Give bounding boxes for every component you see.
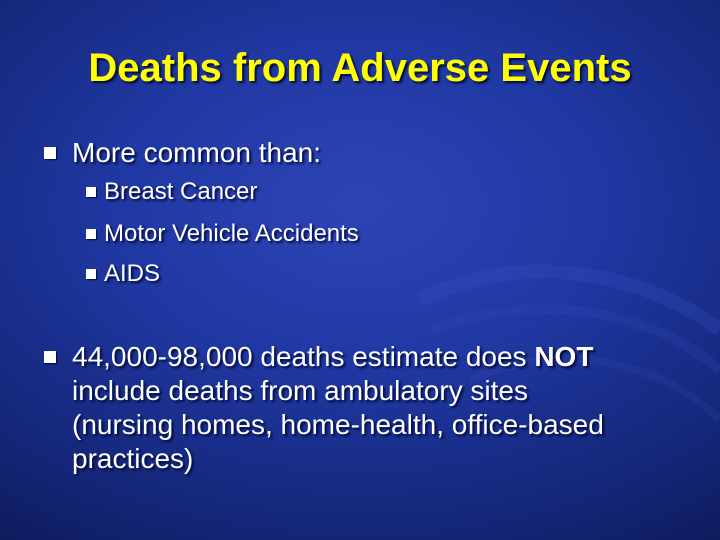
subitem-breast-cancer: Breast Cancer: [104, 178, 258, 205]
not-emphasis: NOT: [534, 341, 594, 372]
deaths-estimate-line-4: practices): [72, 443, 194, 474]
square-bullet-icon: [44, 147, 56, 159]
deaths-estimate-line-3: (nursing homes, home-health, office-based: [72, 409, 604, 440]
deaths-estimate-line-2: include deaths from ambulatory sites: [72, 375, 528, 406]
deaths-estimate-line-1: [72, 340, 702, 374]
bullet-more-common: More common than:: [72, 137, 321, 168]
deaths-estimate-text: 44,000-98,000 deaths estimate does: [72, 341, 535, 372]
square-bullet-icon: [86, 269, 96, 279]
subitem-motor-vehicle-accidents: Motor Vehicle Accidents: [104, 220, 359, 247]
square-bullet-icon: [44, 351, 56, 363]
bullet-deaths-estimate: [72, 340, 702, 476]
square-bullet-icon: [86, 187, 96, 197]
slide-title: Deaths from Adverse Events: [88, 46, 632, 90]
subitem-aids: AIDS: [104, 260, 161, 287]
square-bullet-icon: [86, 229, 96, 239]
